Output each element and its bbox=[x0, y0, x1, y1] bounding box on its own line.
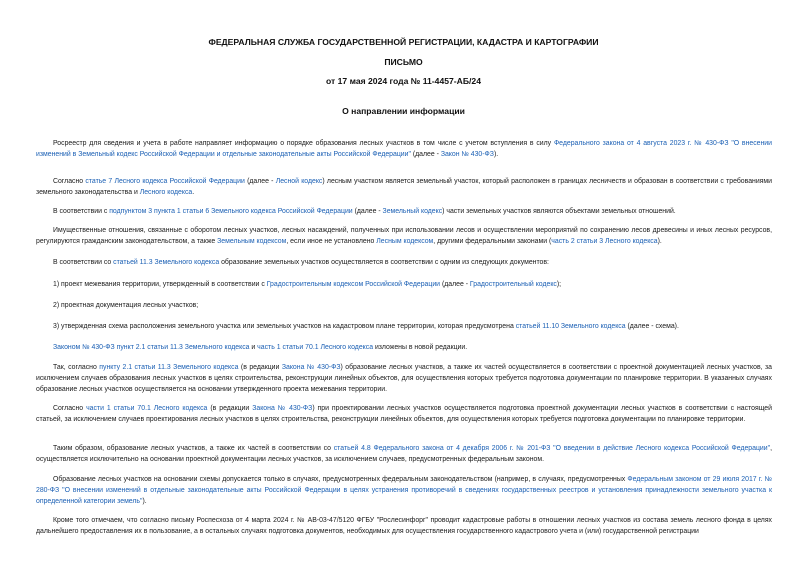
paragraph bbox=[36, 515, 772, 537]
paragraph-text: В соответствии со bbox=[53, 259, 114, 266]
document-link[interactable]: Федерального закона от 4 августа 2023 г. № 430-ФЗ "О внесении изменений в Земельный кодекс Российской Федерации и отдельные законодательные акты Российской Федерации" bbox=[36, 140, 773, 158]
paragraph-text: Кроме того отмечаем, что согласно письму Роспесхоза от 4 марта 2024 г. № АВ-03-47/5120 ФГБУ "Рослесинфорг" проводит кадастровые работы в отношении лесных участков из состава земель лесного фонда в целях дальнейшего предоставления их в пользование, а в остальных случаях подготовка документов, необходимых для осуществления государственного кадастрового учета и (или) государственной регистрации bbox=[36, 517, 772, 535]
paragraph-text: 1) проект межевания территории, утвержденный в соответствии с bbox=[53, 281, 267, 288]
paragraph-text: ) образование лесных участков, а также их частей осуществляется в соответствии с проектной документацией лесных участков, за исключением случаев образования лесных участков в целях строительства, реконструкции линейных объектов, для осуществления которых требуется подготовка документации по планировке территории. В указанных случаях образование лесных участков осуществляется на основании утвержденного проекта межевания территории. bbox=[36, 364, 772, 393]
document-link[interactable]: подпунктом 3 пункта 1 статьи 6 Земельного кодекса Российской Федерации bbox=[109, 208, 353, 215]
document-link[interactable]: пункту 2.1 статьи 11.3 Земельного кодекса bbox=[99, 364, 239, 371]
document-link[interactable]: статье 7 Лесного кодекса Российской Федерации bbox=[85, 178, 245, 185]
document-link[interactable]: Земельный кодекс bbox=[382, 208, 443, 215]
paragraph-text: ) части земельных участков являются объектами земельных отношений. bbox=[442, 208, 676, 215]
paragraph-text: ) лесным участком является земельный участок, который расположен в границах лесничеств и образован в соответствии с требованиями земельного законодательства и bbox=[36, 178, 773, 196]
paragraph-text: (в редакции bbox=[207, 405, 253, 412]
document-link[interactable]: статьей 11.3 Земельного кодекса bbox=[113, 259, 220, 266]
paragraph-text: (далее - схема). bbox=[625, 323, 679, 330]
paragraph-text: изложены в новой редакции. bbox=[373, 344, 468, 351]
document-link[interactable]: часть 1 статьи 70.1 Лесного кодекса bbox=[257, 344, 374, 351]
document-link[interactable]: статьей 4.8 Федерального закона от 4 декабря 2006 г. № 201-ФЗ "О введении в действие Лесного кодекса Российской Федерации" bbox=[333, 445, 771, 452]
document-link[interactable]: Закон № 430-ФЗ bbox=[440, 151, 494, 158]
paragraph-text: ); bbox=[556, 281, 562, 288]
paragraph-text: , если иное не установлено bbox=[286, 238, 377, 245]
paragraph-text: (далее - bbox=[244, 178, 276, 185]
document-link[interactable]: Градостроительным кодексом Российской Федерации bbox=[266, 281, 441, 288]
paragraph bbox=[36, 176, 772, 198]
document-date-number: от 17 мая 2024 года № 11-4457-АБ/24 bbox=[326, 76, 481, 86]
document-link[interactable]: Федеральным законом от 29 июля 2017 г. № 280-ФЗ "О внесении изменений в отдельные законодательные акты Российской Федерации в целях устранения противоречий в сведениях государственных реестров и установления принадлежности земельного участка к определенной категории земель" bbox=[36, 476, 772, 505]
paragraph bbox=[36, 403, 772, 425]
paragraph-text: , другими федеральными законами ( bbox=[433, 238, 552, 245]
paragraph-text: Согласно bbox=[53, 405, 87, 412]
paragraph-text: 2) проектная документация лесных участков; bbox=[53, 302, 199, 309]
paragraph-text: Таким образом, образование лесных участков, а также их частей в соответствии со bbox=[53, 445, 334, 452]
paragraph-text: ) при проектировании лесных участков осуществляется подготовка проектной документации лесных участков в соответствии с настоящей статьей, за исключением случаев проектирования лесных участков в целях строительства, реконструкции линейных объектов, для осуществления которых требуется подготовка документации по планировке территории. bbox=[36, 405, 772, 423]
paragraph-text: (в редакции bbox=[238, 364, 282, 371]
paragraph bbox=[36, 279, 772, 290]
document-link[interactable]: Закона № 430-ФЗ bbox=[252, 405, 313, 412]
document-link[interactable]: Лесной кодекс bbox=[275, 178, 323, 185]
document-link[interactable]: Лесного кодекса bbox=[139, 189, 193, 196]
paragraph-text: ). bbox=[142, 498, 147, 505]
paragraph bbox=[36, 300, 772, 311]
paragraph-text: Согласно bbox=[53, 178, 86, 185]
paragraph bbox=[36, 474, 772, 507]
paragraph-text: , осуществляется исключительно на основании проектной документации лесных участков, за исключением случаев, предусмотренных федеральным законом. bbox=[36, 445, 772, 463]
paragraph-text: (далее - bbox=[410, 151, 441, 158]
document-type: ПИСЬМО bbox=[384, 57, 423, 67]
document-link[interactable]: часть 2 статьи 3 Лесного кодекса bbox=[551, 238, 658, 245]
paragraph-text: (далее - bbox=[352, 208, 383, 215]
document-link[interactable]: Градостроительный кодекс bbox=[469, 281, 557, 288]
document-link[interactable]: Лесным кодексом bbox=[376, 238, 434, 245]
paragraph bbox=[36, 342, 772, 353]
paragraph bbox=[36, 206, 772, 217]
paragraph-text: Образование лесных участков на основании схемы допускается только в случаях, предусмотренных федеральным законодательством (например, в случаях, предусмотренных bbox=[53, 476, 628, 483]
paragraph bbox=[36, 362, 772, 395]
paragraph-text: и bbox=[249, 344, 258, 351]
document-subject: О направлении информации bbox=[342, 106, 465, 116]
paragraph-text: ). bbox=[657, 238, 662, 245]
paragraph-text: 3) утвержденная схема расположения земельного участка или земельных участков на кадастровом плане территории, которая предусмотрена bbox=[53, 323, 516, 330]
paragraph-text: ). bbox=[493, 151, 499, 158]
paragraph bbox=[36, 257, 772, 268]
paragraph bbox=[36, 443, 772, 465]
document-link[interactable]: статьей 11.10 Земельного кодекса bbox=[515, 323, 626, 330]
document-link[interactable]: Земельным кодексом bbox=[217, 238, 287, 245]
document-link[interactable]: части 1 статьи 70.1 Лесного кодекса bbox=[86, 405, 208, 412]
document-link[interactable]: Законом № 430-ФЗ пункт 2.1 статьи 11.3 Земельного кодекса bbox=[53, 344, 250, 351]
paragraph-text: Росреестр для сведения и учета в работе направляет информацию о порядке образования лесных участков в том числе с учетом вступления в силу bbox=[53, 140, 554, 147]
paragraph bbox=[36, 138, 772, 160]
paragraph-text: Так, согласно bbox=[53, 364, 100, 371]
document-link[interactable]: Закона № 430-ФЗ bbox=[281, 364, 341, 371]
paragraph-text: . bbox=[192, 189, 195, 196]
paragraph-text: В соответствии с bbox=[53, 208, 110, 215]
paragraph bbox=[36, 321, 772, 332]
paragraph-text: образование земельных участков осуществляется в соответствии с одним из следующих документов: bbox=[219, 259, 549, 266]
paragraph bbox=[36, 225, 772, 247]
paragraph-text: (далее - bbox=[440, 281, 470, 288]
agency-title: ФЕДЕРАЛЬНАЯ СЛУЖБА ГОСУДАРСТВЕННОЙ РЕГИСТРАЦИИ, КАДАСТРА И КАРТОГРАФИИ bbox=[208, 37, 599, 47]
paragraph-text: Имущественные отношения, связанные с оборотом лесных участков, лесных насаждений, полученных при использовании лесов и осуществлении мероприятий по сохранению лесов древесины и иных лесных ресурсов, регулируются гражданским законодательством, а также bbox=[36, 227, 772, 245]
